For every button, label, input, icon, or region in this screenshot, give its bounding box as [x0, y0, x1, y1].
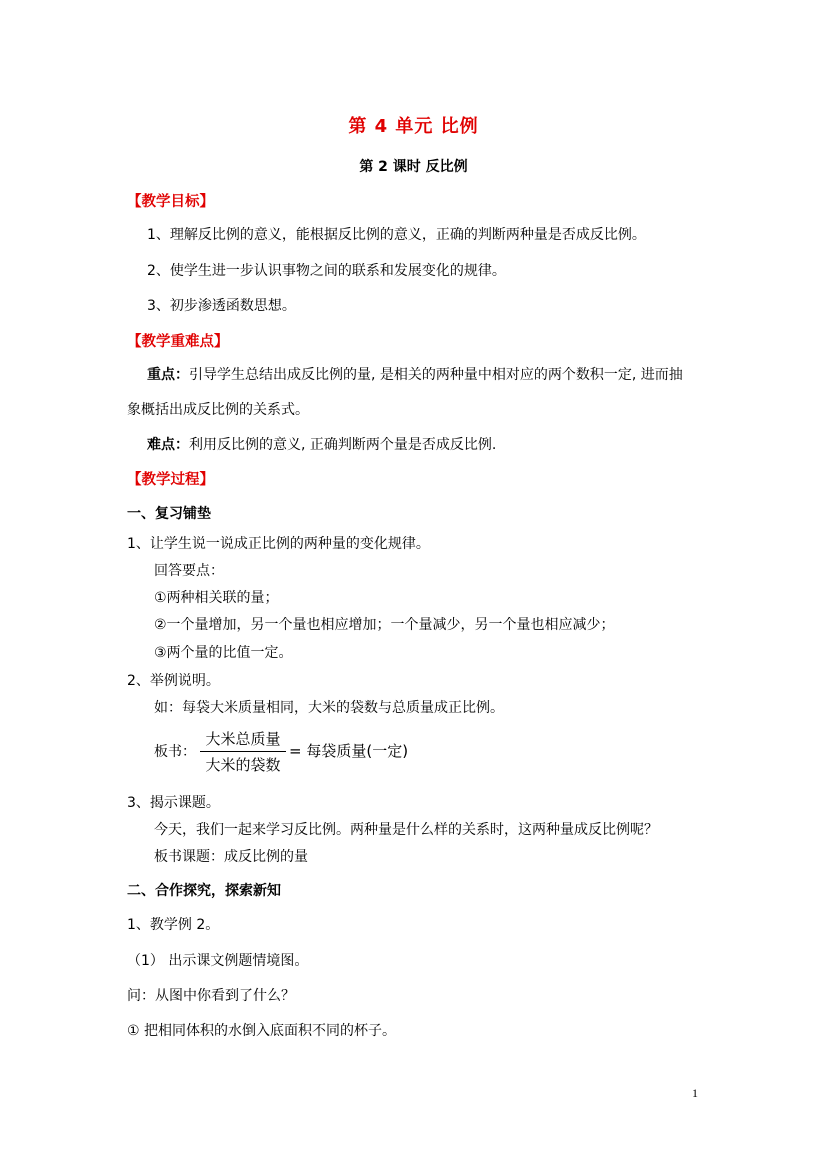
formula-numerator: 大米总质量: [205, 730, 281, 748]
step-2-example: 如：每袋大米质量相同，大米的袋数与总质量成正比例。: [154, 700, 504, 716]
objective-item: 2、使学生进一步认识事物之间的联系和发展变化的规律。: [147, 263, 506, 279]
part2-step-1: 1、教学例 2。: [127, 917, 220, 933]
part2-title: 二、合作探究，探索新知: [127, 883, 281, 899]
objectives-heading: 【教学目标】: [127, 194, 214, 210]
page-title: 第 4 单元 比例: [348, 116, 479, 137]
key-point-text-continued: 象概括出成反比例的关系式。: [127, 402, 309, 418]
formula-rhs: = 每袋质量(一定): [289, 742, 409, 760]
key-point-label: 重点：: [147, 367, 189, 383]
difficulty-text: 利用反比例的意义, 正确判断两个量是否成反比例.: [189, 437, 497, 453]
formula-denominator: 大米的袋数: [205, 756, 281, 774]
key-point-text: 引导学生总结出成反比例的量, 是相关的两种量中相对应的两个数积一定, 进而抽: [189, 367, 683, 383]
part2-answer: ① 把相同体积的水倒入底面积不同的杯子。: [127, 1023, 396, 1039]
step-3-text: 今天，我们一起来学习反比例。两种量是什么样的关系时，这两种量成反比例呢？: [154, 822, 658, 838]
step-3: 3、揭示课题。: [127, 795, 220, 811]
answer-label: 回答要点：: [154, 563, 224, 579]
part2-step-1-1: （1） 出示课文例题情境图。: [127, 953, 309, 969]
answer-point: ③两个量的比值一定。: [154, 645, 293, 661]
step-1: 1、让学生说一说成正比例的两种量的变化规律。: [127, 536, 430, 552]
part2-question: 问：从图中你看到了什么？: [127, 988, 295, 1004]
page-number: 1: [692, 1086, 698, 1100]
lesson-subtitle: 第 2 课时 反比例: [359, 159, 468, 175]
objective-item: 3、初步渗透函数思想。: [147, 298, 296, 314]
formula-fraction: [200, 728, 286, 775]
objective-item: 1、理解反比例的意义，能根据反比例的意义，正确的判断两种量是否成反比例。: [147, 227, 646, 243]
process-heading: 【教学过程】: [127, 472, 214, 488]
key-point-line: [147, 364, 683, 384]
part1-title: 一、复习铺垫: [127, 506, 211, 522]
difficulty-label: 难点：: [147, 437, 189, 453]
answer-point: ①两种相关联的量；: [154, 590, 279, 606]
step-3-board: 板书课题：成反比例的量: [154, 849, 308, 865]
difficulty-line: [147, 434, 496, 454]
board-label: 板书：: [154, 744, 196, 760]
answer-point: ②一个量增加，另一个量也相应增加；一个量减少，另一个量也相应减少；: [154, 617, 615, 633]
step-2: 2、举例说明。: [127, 673, 220, 689]
keypoints-heading: 【教学重难点】: [127, 334, 229, 350]
